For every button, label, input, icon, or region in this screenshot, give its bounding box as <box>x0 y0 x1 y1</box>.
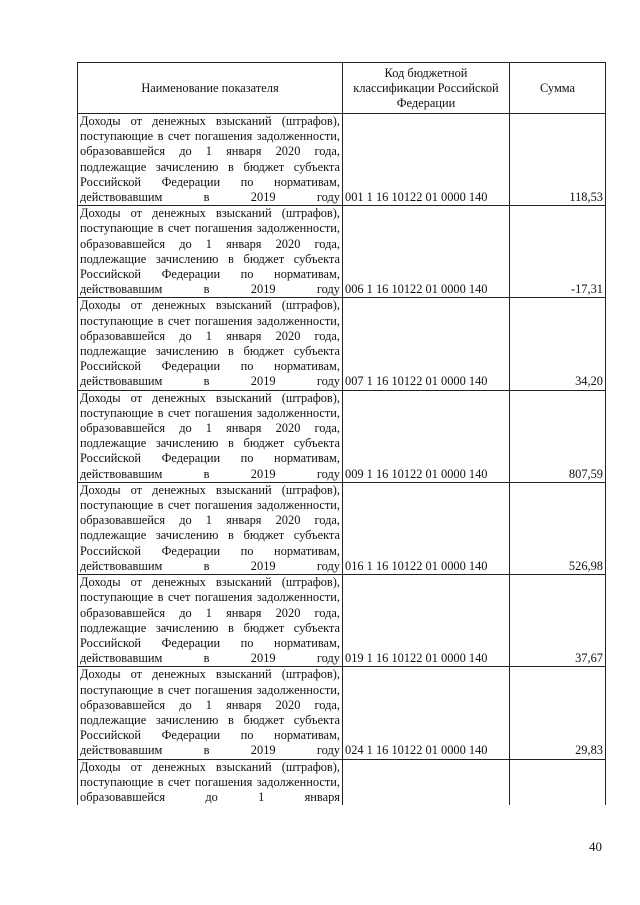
row-budget-code: 007 1 16 10122 01 0000 140 <box>343 298 510 390</box>
table-header-row <box>78 63 606 114</box>
row-indicator-name: Доходы от денежных взысканий (штрафов), поступающие в счет погашения задолженности, образовавшейся до 1 января 2020 года, подлежащие зачислению в бюджет субъекта Российской Федерации по нормативам, действовавшим в 2019 году <box>78 114 343 206</box>
table-row <box>78 298 606 390</box>
row-indicator-name: Доходы от денежных взысканий (штрафов), поступающие в счет погашения задолженности, образовавшейся до 1 января 2020 года, подлежащие зачислению в бюджет субъекта Российской Федерации по нормативам, действовавшим в 2019 году <box>78 482 343 574</box>
header-budget-code: Код бюджетной классификации Российской Федерации <box>343 63 510 114</box>
row-sum: 526,98 <box>510 482 606 574</box>
row-sum: 34,20 <box>510 298 606 390</box>
row-indicator-name: Доходы от денежных взысканий (штрафов), поступающие в счет погашения задолженности, образовавшейся до 1 января 2020 года, подлежащие зачислению в бюджет субъекта Российской Федерации по нормативам, действовавшим в 2019 году <box>78 206 343 298</box>
row-indicator-name: Доходы от денежных взысканий (штрафов), поступающие в счет погашения задолженности, образовавшейся до 1 января 2020 года, подлежащие зачислению в бюджет субъекта Российской Федерации по нормативам, действовавшим в 2019 году <box>78 575 343 667</box>
header-sum: Сумма <box>510 63 606 114</box>
row-budget-code: 001 1 16 10122 01 0000 140 <box>343 114 510 206</box>
row-budget-code <box>343 759 510 805</box>
row-budget-code: 016 1 16 10122 01 0000 140 <box>343 482 510 574</box>
table-row <box>78 206 606 298</box>
row-indicator-name: Доходы от денежных взысканий (штрафов), поступающие в счет погашения задолженности, образовавшейся до 1 января 2020 года, подлежащие зачислению в бюджет субъекта Российской Федерации по нормативам, действовавшим в 2019 году <box>78 390 343 482</box>
table-row <box>78 114 606 206</box>
row-sum: -17,31 <box>510 206 606 298</box>
row-budget-code: 019 1 16 10122 01 0000 140 <box>343 575 510 667</box>
row-indicator-name: Доходы от денежных взысканий (штрафов), поступающие в счет погашения задолженности, образовавшейся до 1 января <box>78 759 343 805</box>
budget-revenue-table <box>77 62 606 805</box>
row-sum <box>510 759 606 805</box>
header-indicator-name: Наименование показателя <box>78 63 343 114</box>
row-sum: 118,53 <box>510 114 606 206</box>
table-row <box>78 390 606 482</box>
page-number: 40 <box>589 839 602 854</box>
row-budget-code: 006 1 16 10122 01 0000 140 <box>343 206 510 298</box>
table-row <box>78 482 606 574</box>
row-indicator-name: Доходы от денежных взысканий (штрафов), поступающие в счет погашения задолженности, образовавшейся до 1 января 2020 года, подлежащие зачислению в бюджет субъекта Российской Федерации по нормативам, действовавшим в 2019 году <box>78 298 343 390</box>
row-sum: 807,59 <box>510 390 606 482</box>
row-budget-code: 024 1 16 10122 01 0000 140 <box>343 667 510 759</box>
row-indicator-name: Доходы от денежных взысканий (штрафов), поступающие в счет погашения задолженности, образовавшейся до 1 января 2020 года, подлежащие зачислению в бюджет субъекта Российской Федерации по нормативам, действовавшим в 2019 году <box>78 667 343 759</box>
table-row <box>78 667 606 759</box>
row-sum: 37,67 <box>510 575 606 667</box>
row-budget-code: 009 1 16 10122 01 0000 140 <box>343 390 510 482</box>
row-sum: 29,83 <box>510 667 606 759</box>
table-row-continued <box>78 759 606 805</box>
table-row <box>78 575 606 667</box>
